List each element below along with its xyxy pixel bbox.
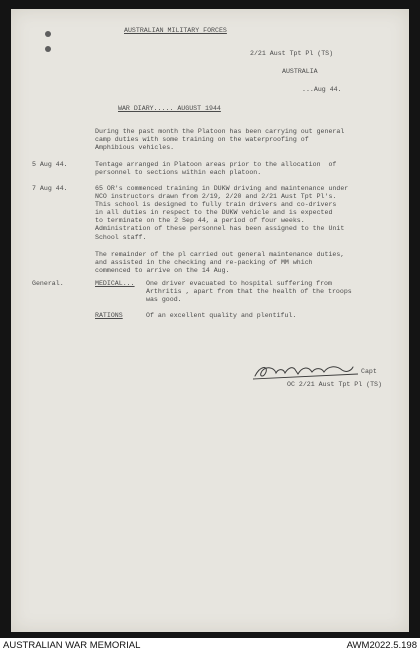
document-date: ...Aug 44.	[302, 86, 342, 93]
signatory-rank: Capt	[361, 368, 377, 375]
punch-hole	[45, 46, 51, 52]
document-page	[11, 9, 409, 632]
rations-text: Of an excellent quality and plentiful.	[146, 312, 297, 319]
general-label: General.	[32, 280, 64, 287]
unit-designation: 2/21 Aust Tpt Pl (TS)	[250, 50, 334, 57]
entry-text	[95, 185, 348, 242]
text-line: camp duties with some training on the waterproofing of	[95, 136, 309, 144]
punch-hole	[45, 31, 51, 37]
remainder-paragraph	[95, 251, 344, 275]
text-line: Administration of these personnel has been assigned to the Unit	[95, 225, 345, 233]
entry-date: 5 Aug 44.	[32, 161, 68, 168]
institution-name: AUSTRALIAN WAR MEMORIAL	[3, 640, 141, 651]
text-line: NCO instructors drawn from 2/19, 2/20 and 2/21 Aust Tpt Pl's.	[95, 193, 337, 201]
text-line: personnel to sections within each platoon.	[95, 169, 262, 177]
intro-paragraph	[95, 128, 344, 152]
diary-title: WAR DIARY..... AUGUST 1944	[118, 105, 221, 112]
document-heading: AUSTRALIAN MILITARY FORCES	[124, 27, 227, 34]
text-line: During the past month the Platoon has been carrying out general	[95, 128, 345, 135]
text-line: This school is designed to fully train drivers and co-drivers	[95, 201, 337, 209]
rations-label: RATIONS	[95, 312, 123, 319]
entry-date: 7 Aug 44.	[32, 185, 68, 192]
text-line: One driver evacuated to hospital suffering from	[146, 280, 332, 287]
text-line: School staff.	[95, 233, 147, 241]
text-line: Arthritis , apart from that the health of the troops	[146, 288, 352, 296]
signatory-title: OC 2/21 Aust Tpt Pl (TS)	[287, 381, 382, 388]
text-line: in all duties in respect to the DUKW vehicle and is expected	[95, 209, 333, 217]
accession-number: AWM2022.5.198	[346, 640, 417, 651]
text-line: commenced to arrive on the 14 Aug.	[95, 267, 230, 275]
text-line: Tentage arranged in Platoon areas prior to the allocation of	[95, 161, 337, 168]
medical-text	[146, 280, 352, 304]
text-line: 65 OR's commenced training in DUKW driving and maintenance under	[95, 185, 349, 192]
text-line: Amphibious vehicles.	[95, 144, 175, 152]
medical-label: MEDICAL...	[95, 280, 135, 287]
text-line: was good.	[146, 296, 182, 304]
text-line: and assisted in the checking and re-packing of MM which	[95, 259, 313, 267]
text-line: The remainder of the pl carried out general maintenance duties,	[95, 251, 345, 258]
location: AUSTRALIA	[282, 68, 318, 75]
entry-text	[95, 161, 336, 177]
handwritten-signature	[252, 362, 364, 382]
text-line: to terminate on the 2 Sep 44, a period of four weeks.	[95, 217, 305, 225]
footer-bar	[0, 638, 420, 653]
